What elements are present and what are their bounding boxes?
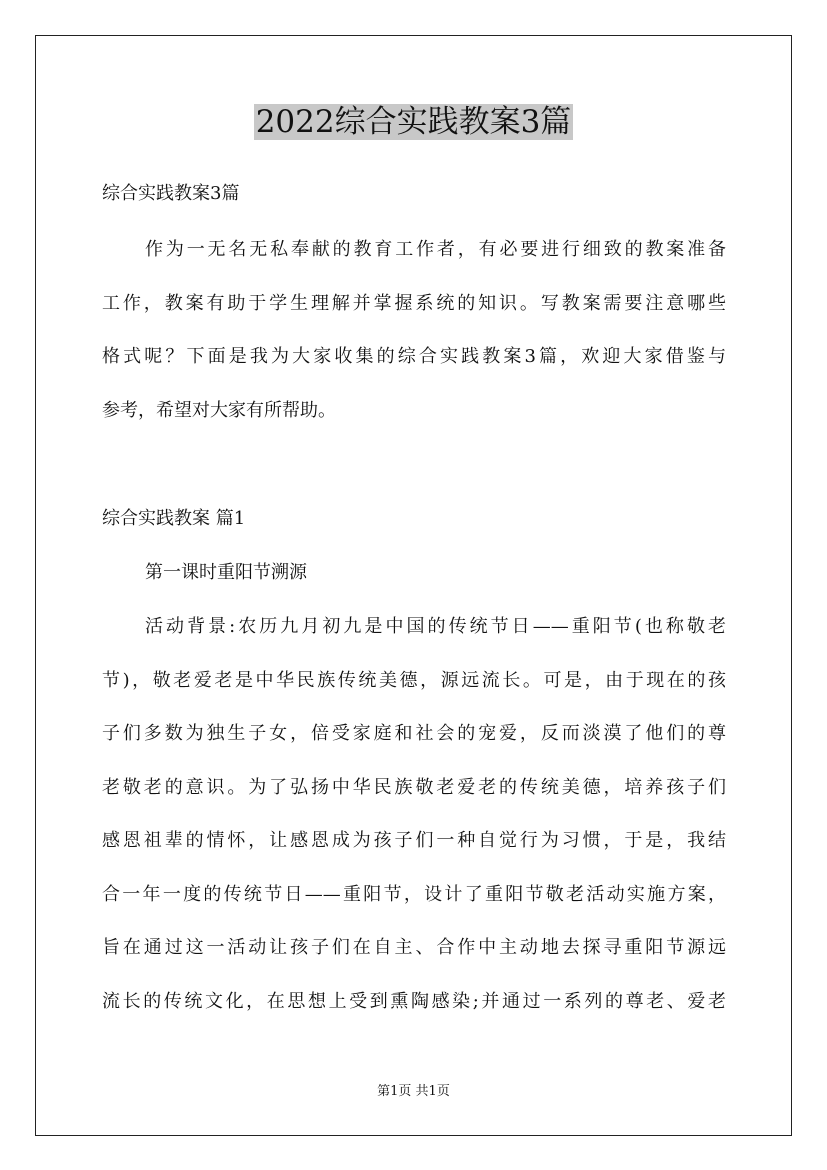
intro-line: 参考，希望对大家有所帮助。 <box>102 399 336 421</box>
section-heading: 综合实践教案3篇 <box>102 183 240 204</box>
body-line: 旨在通过这一活动让孩子们在自主、合作中主动地去探寻重阳节源远 <box>102 937 726 958</box>
document-title <box>0 100 827 144</box>
part-heading: 综合实践教案 篇1 <box>102 508 246 529</box>
intro-line: 格式呢？下面是我为大家收集的综合实践教案3篇，欢迎大家借鉴与 <box>102 346 726 367</box>
body-line: 老敬老的意识。为了弘扬中华民族敬老爱老的传统美德，培养孩子们 <box>102 776 726 798</box>
intro-line: 作为一无名无私奉献的教育工作者，有必要进行细致的教案准备 <box>145 239 726 260</box>
intro-line: 工作，教案有助于学生理解并掌握系统的知识。写教案需要注意哪些 <box>102 292 726 314</box>
body-line: 子们多数为独生子女，倍受家庭和社会的宠爱，反而淡漠了他们的尊 <box>102 723 726 744</box>
body-line: 活动背景:农历九月初九是中国的传统节日——重阳节(也称敬老 <box>145 616 726 637</box>
body-line: 感恩祖辈的情怀，让感恩成为孩子们一种自觉行为习惯，于是，我结 <box>102 830 726 851</box>
page-footer: 第1页 共1页 <box>377 1084 450 1099</box>
intro-paragraph <box>102 223 726 437</box>
body-line: 合一年一度的传统节日——重阳节，设计了重阳节敬老活动实施方案， <box>102 883 726 905</box>
body-paragraph <box>102 600 726 1028</box>
document-title-text: 2022综合实践教案3篇 <box>255 104 572 140</box>
body-line: 节)，敬老爱老是中华民族传统美德，源远流长。可是，由于现在的孩 <box>102 669 726 691</box>
lesson-title: 第一课时重阳节溯源 <box>145 562 307 583</box>
body-line: 流长的传统文化，在思想上受到熏陶感染;并通过一系列的尊老、爱老 <box>102 990 726 1012</box>
